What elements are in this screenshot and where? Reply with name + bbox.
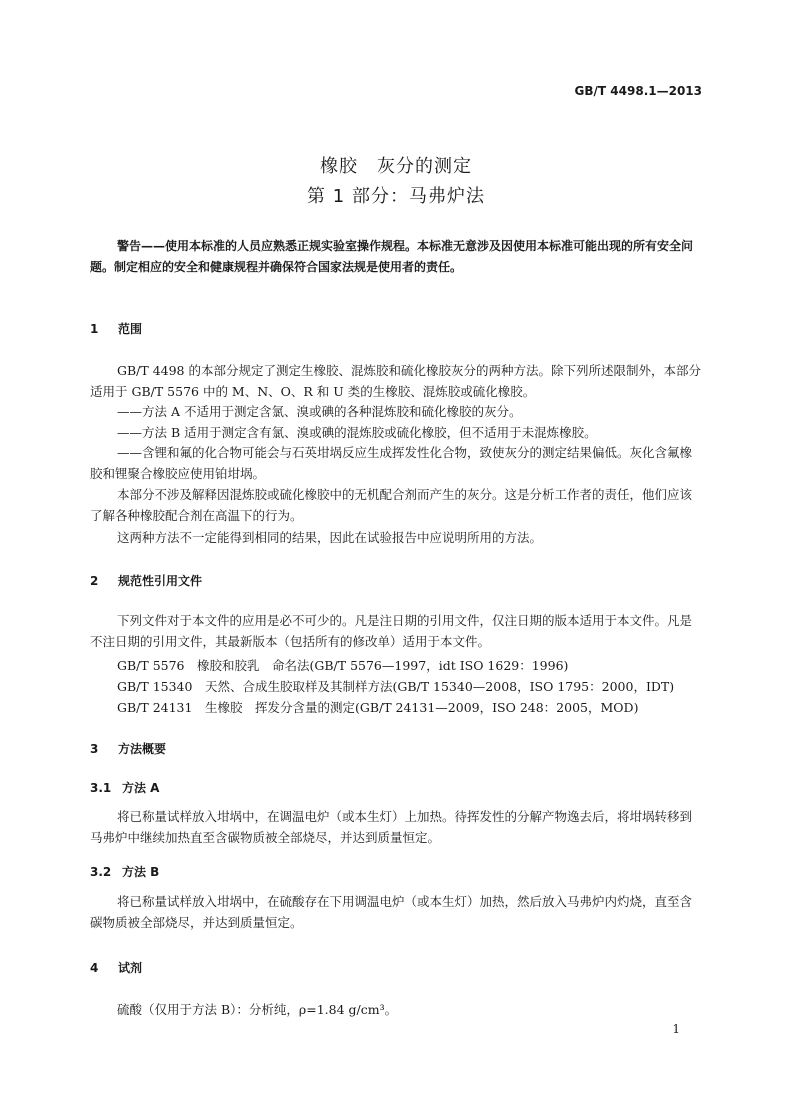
section-2-heading (90, 572, 202, 589)
references-intro: 下列文件对于本文件的应用是必不可少的。凡是注日期的引用文件，仅注日期的版本适用于本文件。凡是不注日期的引用文件，其最新版本（包括所有的修改单）适用于本文件。 (90, 613, 693, 649)
section-title: 方法 A (122, 781, 160, 795)
scope-paragraph-3: 这两种方法不一定能得到相同的结果，因此在试验报告中应说明所用的方法。 (117, 530, 543, 545)
section-number: 4 (90, 961, 99, 975)
section-number: 1 (90, 322, 99, 336)
section-title: 方法 B (122, 865, 160, 879)
method-b-paragraph: 将已称量试样放入坩埚中，在硫酸存在下用调温电炉（或本生灯）加热，然后放入马弗炉内灼烧，直至含碳物质被全部烧尽，并达到质量恒定。 (90, 894, 693, 930)
section-number: 3 (90, 742, 99, 756)
scope-bullet-1: ——方法 A 不适用于测定含氯、溴或碘的各种混炼胶和硫化橡胶的灰分。 (117, 404, 522, 419)
section-title: 范围 (118, 322, 143, 336)
document-code: GB/T 4498.1—2013 (574, 84, 702, 98)
scope-bullet-3: ——含锂和氟的化合物可能会与石英坩埚反应生成挥发性化合物，致使灰分的测定结果偏低。灰化含氟橡胶和锂聚合橡胶应使用铂坩埚。 (90, 445, 693, 481)
section-3-heading (90, 740, 166, 757)
page-number: 1 (672, 1022, 680, 1036)
method-a-paragraph: 将已称量试样放入坩埚中，在调温电炉（或本生灯）上加热。待挥发性的分解产物逸去后，将坩埚转移到马弗炉中继续加热直至含碳物质被全部烧尽，并达到质量恒定。 (90, 809, 693, 845)
section-3-1-heading (90, 779, 159, 796)
reference-item-1: GB/T 5576 橡胶和胶乳 命名法(GB/T 5576—1997，idt ISO 1629：1996) (117, 658, 569, 673)
title-line-2: 第 1 部分：马弗炉法 (307, 186, 485, 207)
reference-item-3: GB/T 24131 生橡胶 挥发分含量的测定(GB/T 24131—2009，ISO 248：2005，MOD) (117, 700, 639, 715)
scope-paragraph-2: 本部分不涉及解释因混炼胶或硫化橡胶中的无机配合剂而产生的灰分。这是分析工作者的责任，他们应该了解各种橡胶配合剂在高温下的行为。 (90, 487, 693, 523)
scope-paragraph-1: GB/T 4498 的本部分规定了测定生橡胶、混炼胶和硫化橡胶灰分的两种方法。除下列所述限制外，本部分适用于 GB/T 5576 中的 M、N、O、R 和 U 类的生橡胶、混炼胶或硫化橡胶。 (90, 363, 701, 399)
section-title: 试剂 (118, 961, 143, 975)
section-4-heading (90, 959, 142, 976)
reagent-line: 硫酸（仅用于方法 B）：分析纯，ρ=1.84 g/cm³。 (117, 1002, 398, 1017)
section-number: 3.2 (90, 865, 112, 879)
section-number: 2 (90, 574, 99, 588)
reference-item-2: GB/T 15340 天然、合成生胶取样及其制样方法(GB/T 15340—2008，ISO 1795：2000，IDT) (117, 679, 675, 694)
section-title: 方法概要 (118, 742, 167, 756)
section-number: 3.1 (90, 781, 112, 795)
section-1-heading (90, 320, 142, 337)
title-line-1: 橡胶 灰分的测定 (320, 156, 472, 177)
section-3-2-heading (90, 863, 159, 880)
warning-paragraph: 警告——使用本标准的人员应熟悉正规实验室操作规程。本标准无意涉及因使用本标准可能出现的所有安全问题。制定相应的安全和健康规程并确保符合国家法规是使用者的责任。 (90, 239, 694, 274)
scope-bullet-2: ——方法 B 适用于测定含有氯、溴或碘的混炼胶或硫化橡胶，但不适用于未混炼橡胶。 (117, 425, 597, 440)
section-title: 规范性引用文件 (118, 574, 203, 588)
